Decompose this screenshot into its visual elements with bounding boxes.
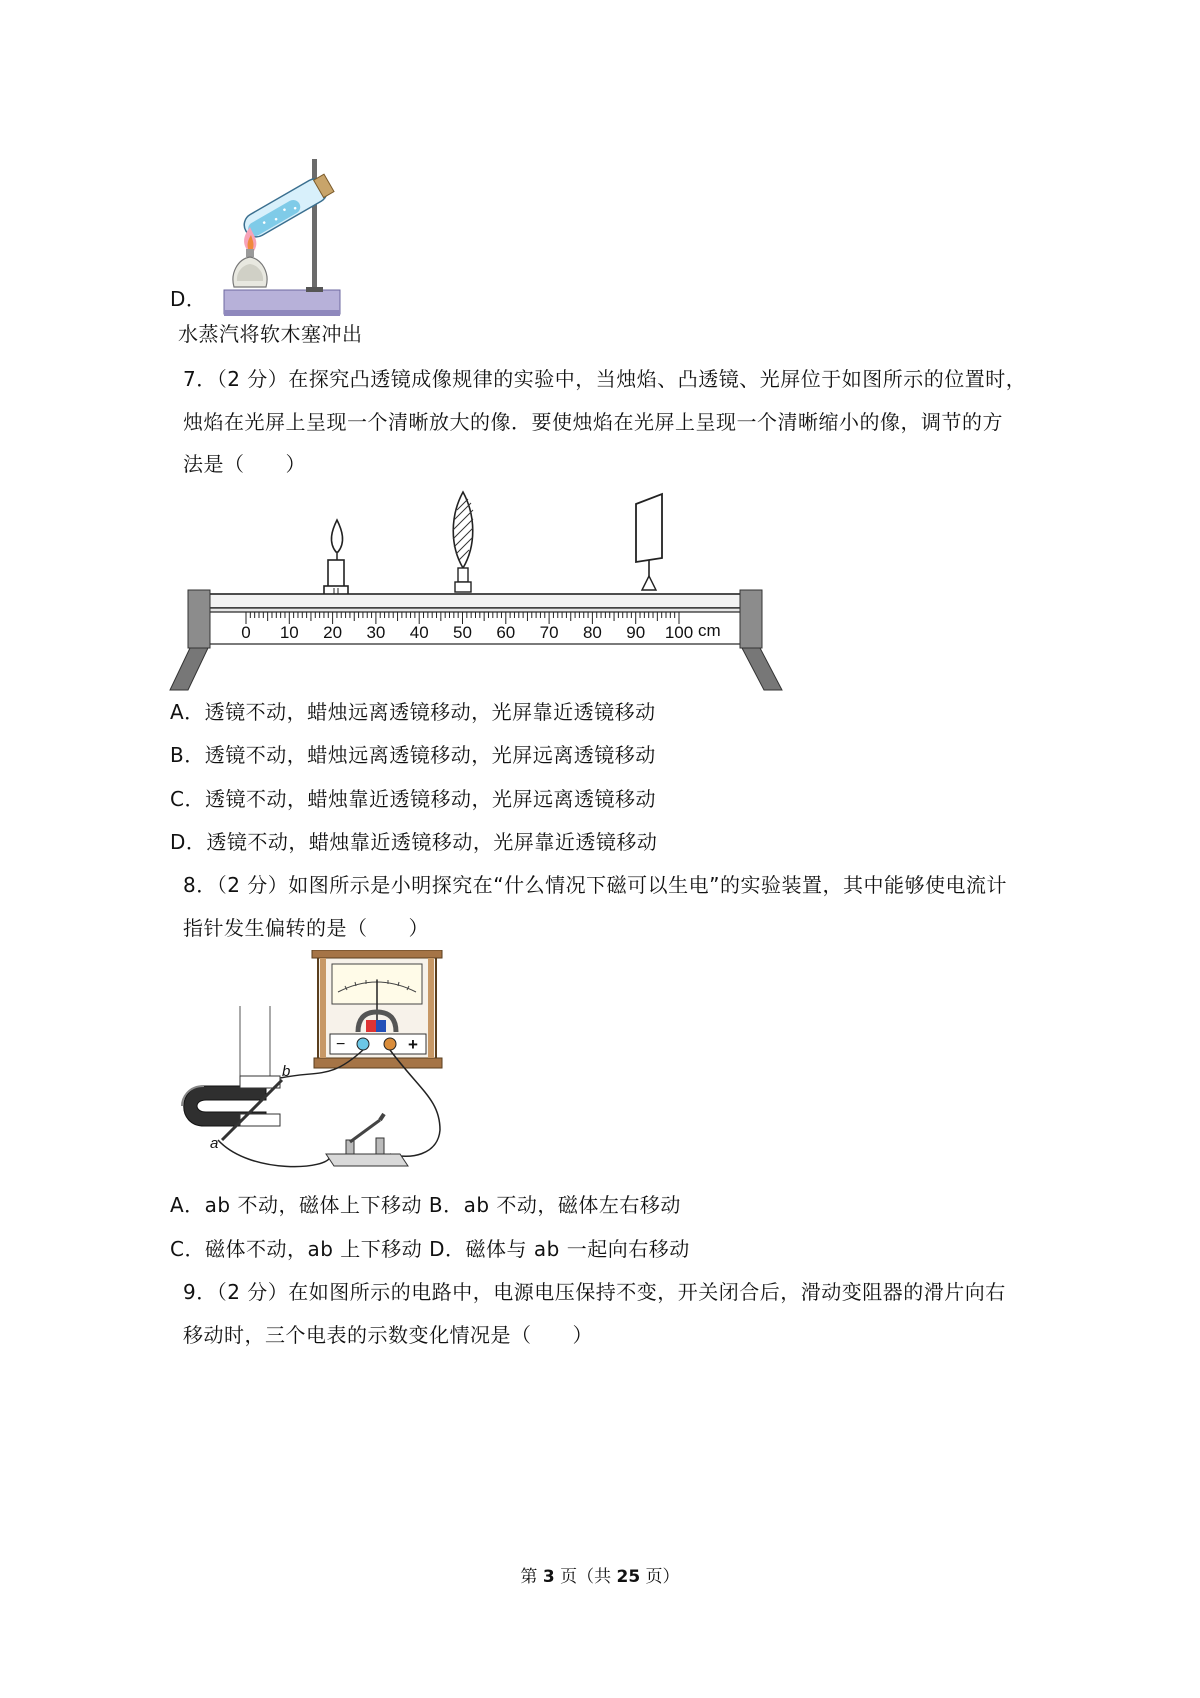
label-b: b <box>282 1063 291 1080</box>
bench-tick-label: 20 <box>323 623 343 642</box>
label-a: a <box>210 1135 219 1152</box>
q8-options-row-1[interactable]: A．ab 不动，磁体上下移动 B．ab 不动，磁体左右移动 <box>170 1193 681 1217</box>
optical-bench-figure <box>160 490 800 695</box>
q7-stem-line: 烛焰在光屏上呈现一个清晰放大的像．要使烛焰在光屏上呈现一个清晰缩小的像，调节的方 <box>183 410 1003 434</box>
footer-middle: 页（共 <box>554 1567 617 1587</box>
bench-tick-label: 0 <box>241 623 251 642</box>
switch-icon <box>326 1154 408 1166</box>
q6-option-d-label[interactable]: D． <box>170 287 207 311</box>
bench-tick-label: 70 <box>539 623 559 642</box>
bench-tick-label: 10 <box>279 623 299 642</box>
bench-tick-label: 50 <box>453 623 472 642</box>
page-footer <box>0 1562 1200 1587</box>
candle-flame-icon <box>331 520 342 552</box>
q7-option-d[interactable]: D．透镜不动，蜡烛靠近透镜移动，光屏靠近透镜移动 <box>170 830 658 854</box>
terminal-red-icon <box>384 1038 396 1050</box>
footer-prefix: 第 <box>520 1567 543 1587</box>
terminal-blue-icon <box>357 1038 369 1050</box>
galvanometer-minus-label: − <box>336 1036 346 1053</box>
q7-stem-line: 法是（ ） <box>183 452 306 476</box>
q7-option-a[interactable]: A．透镜不动，蜡烛远离透镜移动，光屏靠近透镜移动 <box>170 700 656 724</box>
light-screen-icon <box>636 494 662 562</box>
candle-body <box>328 560 344 588</box>
bench-tick-label: 90 <box>626 623 646 642</box>
footer-page-number: 3 <box>542 1567 555 1587</box>
bench-tick-label: 30 <box>366 623 386 642</box>
bench-tick-label: 100 <box>664 623 694 642</box>
bench-tick-label: 80 <box>582 623 602 642</box>
q7-stem-line: 7．（2 分）在探究凸透镜成像规律的实验中，当烛焰、凸透镜、光屏位于如图所示的位置时， <box>183 367 1027 391</box>
bench-tick-label: 40 <box>409 623 429 642</box>
q8-stem-line: 指针发生偏转的是（ ） <box>183 916 429 940</box>
electromagnetic-induction-figure <box>170 950 490 1180</box>
footer-suffix: 页） <box>640 1567 680 1587</box>
q9-stem-line: 移动时，三个电表的示数变化情况是（ ） <box>183 1323 593 1347</box>
footer-total-pages: 25 <box>616 1567 641 1587</box>
q7-option-c[interactable]: C．透镜不动，蜡烛靠近透镜移动，光屏远离透镜移动 <box>170 787 656 811</box>
steam-cork-figure <box>220 155 355 320</box>
bench-tick-label: 60 <box>496 623 516 642</box>
bench-unit-label: cm <box>698 621 721 640</box>
q7-option-b[interactable]: B．透镜不动，蜡烛远离透镜移动，光屏远离透镜移动 <box>170 743 656 767</box>
q9-stem-line: 9．（2 分）在如图所示的电路中，电源电压保持不变，开关闭合后，滑动变阻器的滑片向右 <box>183 1280 1006 1304</box>
galvanometer-plus-label: + <box>408 1035 418 1054</box>
q8-options-row-2[interactable]: C．磁体不动，ab 上下移动 D．磁体与 ab 一起向右移动 <box>170 1237 690 1261</box>
q8-stem-line: 8．（2 分）如图所示是小明探究在“什么情况下磁可以生电”的实验装置，其中能够使电流计 <box>183 873 1008 897</box>
q6-option-d-caption: 水蒸汽将软木塞冲出 <box>178 322 363 346</box>
